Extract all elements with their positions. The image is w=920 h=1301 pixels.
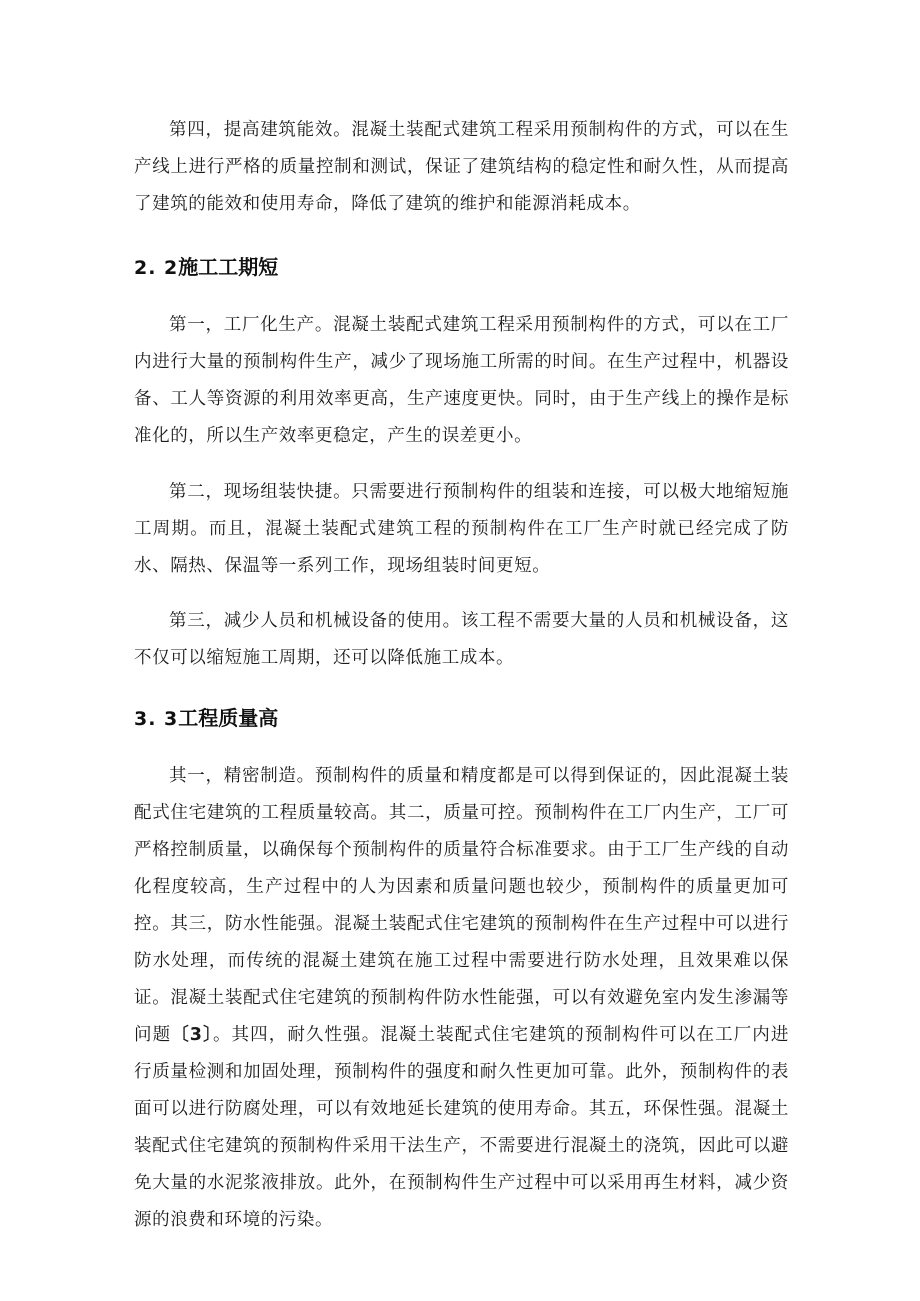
paragraph-energy-efficiency: 第四，提高建筑能效。混凝土装配式建筑工程采用预制构件的方式，可以在生产线上进行严格的质量控制和测试，保证了建筑结构的稳定性和耐久性，从而提高了建筑的能效和使用寿命，降低了建筑的维护和能源消耗成本。 xyxy=(134,120,789,214)
section-heading-3-3 xyxy=(134,703,789,734)
paragraph-quality-text-a: 其一，精密制造。预制构件的质量和精度都是可以得到保证的，因此混凝土装配式住宅建筑的工程质量较高。其二，质量可控。预制构件在工厂内生产，工厂可严格控制质量，以确保每个预制构件的质量符合标准要求。由于工厂生产线的自动化程度较高，生产过程中的人为因素和质量问题也较少，预制构件的质量更加可控。其三，防水性能强。混凝土装配式住宅建筑的预制构件在生产过程中可以进行防水处理，而传统的混凝土建筑在施工过程中需要进行防水处理，且效果难以保证。混凝土装配式住宅建筑的预制构件防水性能强，可以有效避免室内发生渗漏等问题 xyxy=(134,766,789,1045)
section-heading-2-2 xyxy=(134,252,789,283)
citation-reference[interactable]: 〔3〕 xyxy=(171,1025,213,1045)
section-title: 施工工期短 xyxy=(178,255,279,279)
paragraph-factory-production: 第一，工厂化生产。混凝土装配式建筑工程采用预制构件的方式，可以在工厂内进行大量的预制构件生产，减少了现场施工所需的时间。在生产过程中，机器设备、工人等资源的利用效率更高，生产速度更快。同时，由于生产线上的操作是标准化的，所以生产效率更稳定，产生的误差更小。 xyxy=(134,315,789,446)
section-number: 2. 2 xyxy=(134,257,179,279)
section-number: 3. 3 xyxy=(134,708,179,730)
section-title: 工程质量高 xyxy=(178,706,279,730)
paragraph-quality-text-b: 。其四，耐久性强。混凝土装配式住宅建筑的预制构件可以在工厂内进行质量检测和加固处理，预制构件的强度和耐久性更加可靠。此外，预制构件的表面可以进行防腐处理，可以有效地延长建筑的使用寿命。其五，环保性强。混凝土装配式住宅建筑的预制构件采用干法生产，不需要进行混凝土的浇筑，因此可以避免大量的水泥浆液排放。此外，在预制构件生产过程中可以采用再生材料，减少资源的浪费和环境的污染。 xyxy=(134,1025,789,1230)
paragraph-onsite-assembly: 第二，现场组装快捷。只需要进行预制构件的组装和连接，可以极大地缩短施工周期。而且，混凝土装配式建筑工程的预制构件在工厂生产时就已经完成了防水、隔热、保温等一系列工作，现场组装时间更短。 xyxy=(134,482,789,576)
paragraph-quality xyxy=(134,758,789,1239)
paragraph-fewer-resources: 第三，减少人员和机械设备的使用。该工程不需要大量的人员和机械设备，这不仅可以缩短施工周期，还可以降低施工成本。 xyxy=(134,611,789,668)
